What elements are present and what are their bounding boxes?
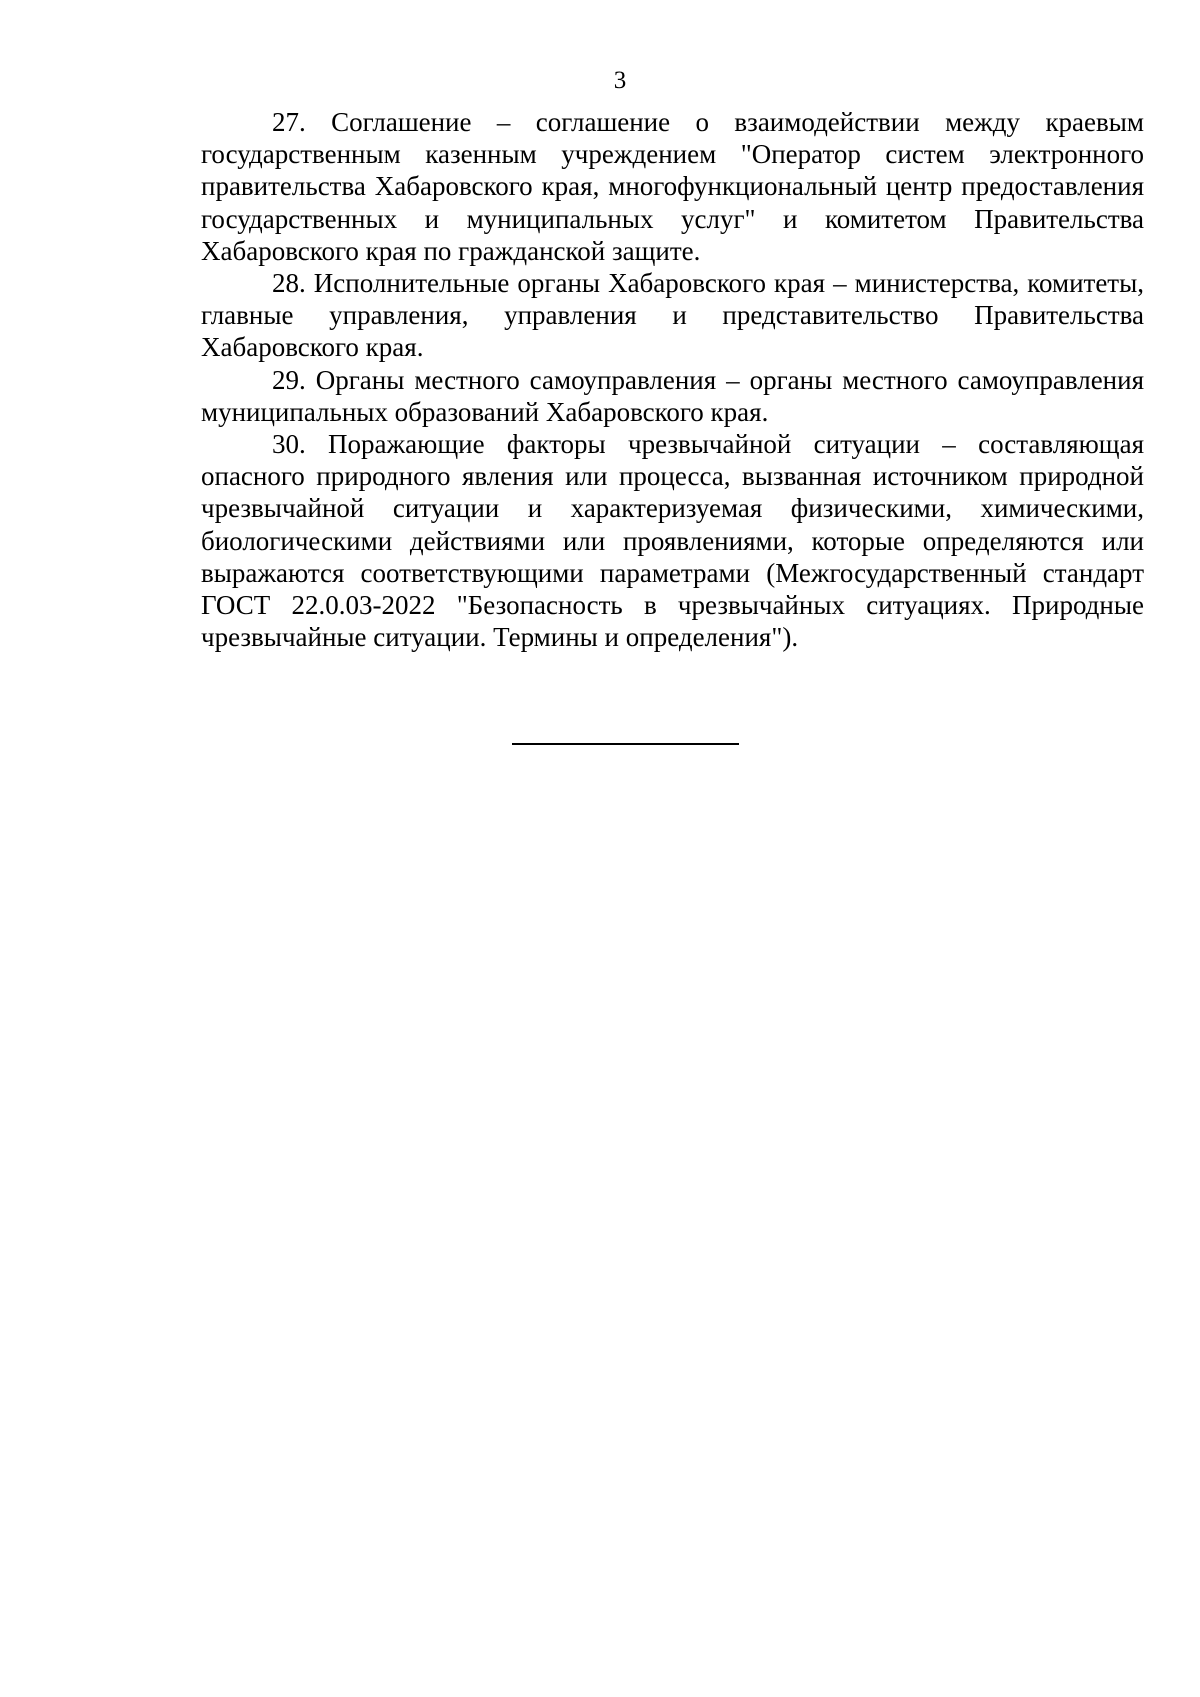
page-number: 3 — [613, 67, 627, 94]
paragraph-29: 29. Органы местного самоуправления – органы местного самоуправления муниципальных образований Хабаровского края. — [201, 364, 1144, 427]
document-body — [201, 106, 1144, 653]
paragraph-27: 27. Соглашение – соглашение о взаимодействии между краевым государственным казенным учреждением "Оператор систем электронного правительства Хабаровского края, многофункциональный центр предоставления государственных и муниципальных услуг" и комитетом Правительства Хабаровского края по гражданской защите. — [201, 107, 1144, 266]
paragraph-30: 30. Поражающие факторы чрезвычайной ситуации – составляющая опасного природного явления или процесса, вызванная источником природной чрезвычайной ситуации и характеризуемая физическими, химическими, биологическими действиями или проявлениями, которые определяются или выражаются соответствующими параметрами (Межгосударственный стандарт ГОСТ 22.0.03-2022 "Безопасность в чрезвычайных ситуациях. Природные чрезвычайные ситуации. Термины и определения"). — [201, 429, 1144, 653]
end-separator-line — [512, 743, 739, 745]
paragraph-28: 28. Исполнительные органы Хабаровского края – министерства, комитеты, главные управления, управления и представительство Правительства Хабаровского края. — [201, 268, 1144, 363]
